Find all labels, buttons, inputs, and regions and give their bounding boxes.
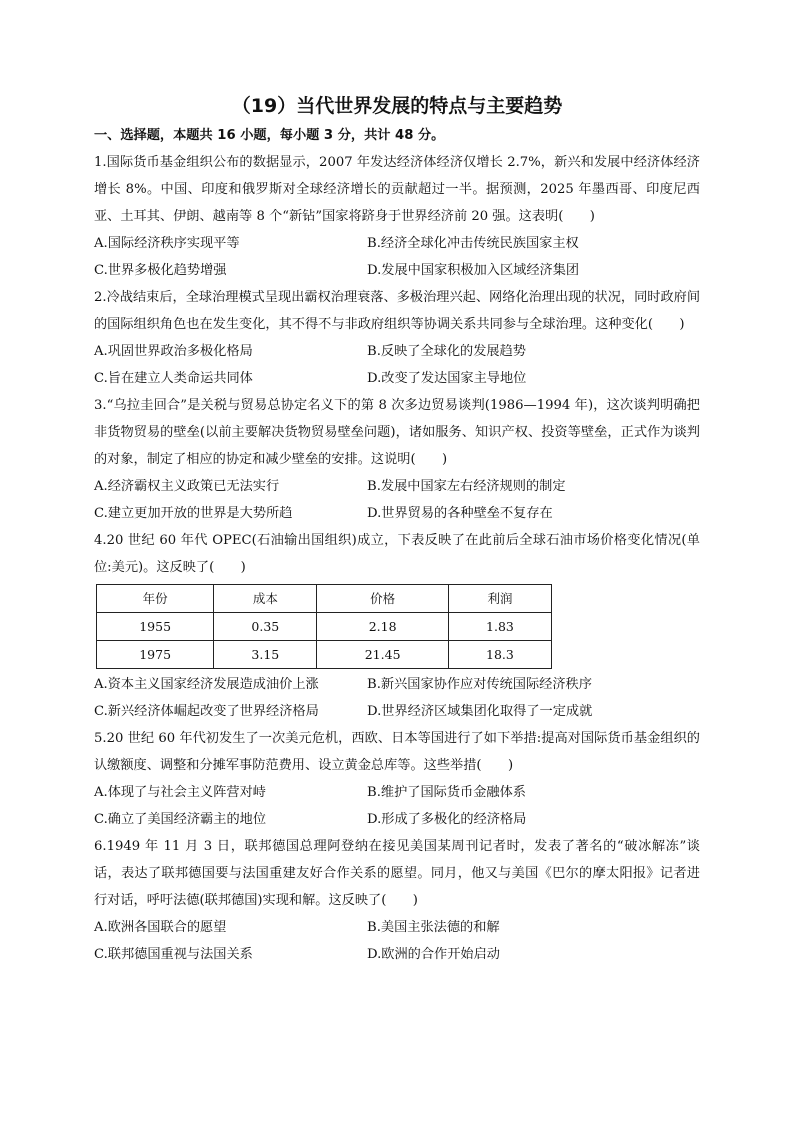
table-row bbox=[97, 641, 552, 669]
options-grid bbox=[94, 230, 700, 284]
question-stem: 4.20 世纪 60 年代 OPEC(石油输出国组织)成立，下表反映了在此前后全球石油市场价格变化情况(单位:美元)。这反映了( ) bbox=[94, 533, 700, 575]
question-5 bbox=[94, 725, 700, 833]
page-title: （19）当代世界发展的特点与主要趋势 bbox=[231, 95, 563, 117]
question-stem: 6.1949 年 11 月 3 日，联邦德国总理阿登纳在接见美国某周刊记者时，发表了著名的“破冰解冻”谈话，表达了联邦德国要与法国重建友好合作关系的愿望。同月，他又与美国《巴尔的摩太阳报》记者进行对话，呼吁法德(联邦德国)实现和解。这反映了( ) bbox=[94, 839, 700, 908]
option-a: A.体现了与社会主义阵营对峙 bbox=[94, 785, 266, 800]
question-4 bbox=[94, 527, 700, 725]
option-b: B.维护了国际货币金融体系 bbox=[367, 785, 526, 800]
table-header: 年份 bbox=[97, 585, 214, 613]
option-b: B.反映了全球化的发展趋势 bbox=[367, 344, 526, 359]
table-cell: 1.83 bbox=[448, 613, 551, 641]
question-stem: 1.国际货币基金组织公布的数据显示，2007 年发达经济体经济仅增长 2.7%，新兴和发展中经济体经济增长 8%。中国、印度和俄罗斯对全球经济增长的贡献超过一半。据预测，2025 年墨西哥、印度尼西亚、土耳其、伊朗、越南等 8 个“新钻”国家将跻身于世界经济前 20 强。这表明( ) bbox=[94, 155, 700, 224]
question-2 bbox=[94, 284, 700, 392]
options-grid bbox=[94, 914, 700, 968]
option-d: D.改变了发达国家主导地位 bbox=[367, 371, 527, 386]
option-b: B.美国主张法德的和解 bbox=[367, 920, 500, 935]
option-d: D.世界经济区域集团化取得了一定成就 bbox=[367, 704, 593, 719]
option-c: C.旨在建立人类命运共同体 bbox=[94, 371, 253, 386]
option-c: C.世界多极化趋势增强 bbox=[94, 263, 227, 278]
option-a: A.经济霸权主义政策已无法实行 bbox=[94, 479, 280, 494]
option-b: B.发展中国家左右经济规则的制定 bbox=[367, 479, 566, 494]
option-a: A.欧洲各国联合的愿望 bbox=[94, 920, 227, 935]
options-grid bbox=[94, 779, 700, 833]
options-grid bbox=[94, 338, 700, 392]
question-3 bbox=[94, 392, 700, 527]
option-d: D.形成了多极化的经济格局 bbox=[367, 812, 527, 827]
table-cell: 1975 bbox=[97, 641, 214, 669]
option-a: A.资本主义国家经济发展造成油价上涨 bbox=[94, 677, 319, 692]
question-stem: 3.“乌拉圭回合”是关税与贸易总协定名义下的第 8 次多边贸易谈判(1986—1994 年)，这次谈判明确把非货物贸易的壁垒(以前主要解决货物贸易壁垒问题)，诸如服务、知识产权、投资等壁垒，正式作为谈判的对象，制定了相应的协定和减少壁垒的安排。这说明( ) bbox=[94, 398, 700, 467]
option-c: C.联邦德国重视与法国关系 bbox=[94, 947, 253, 962]
question-stem: 2.冷战结束后，全球治理模式呈现出霸权治理衰落、多极治理兴起、网络化治理出现的状况，同时政府间的国际组织角色也在发生变化，其不得不与非政府组织等协调关系共同参与全球治理。这种变化( ) bbox=[94, 290, 701, 332]
option-c: C.建立更加开放的世界是大势所趋 bbox=[94, 506, 293, 521]
table-header: 利润 bbox=[448, 585, 551, 613]
option-d: D.世界贸易的各种壁垒不复存在 bbox=[367, 506, 553, 521]
table-row bbox=[97, 613, 552, 641]
table-cell: 3.15 bbox=[214, 641, 317, 669]
question-6 bbox=[94, 833, 700, 968]
table-cell: 0.35 bbox=[214, 613, 317, 641]
table-header: 成本 bbox=[214, 585, 317, 613]
oil-price-table bbox=[96, 584, 552, 669]
question-stem: 5.20 世纪 60 年代初发生了一次美元危机，西欧、日本等国进行了如下举措:提高对国际货币基金组织的认缴额度、调整和分摊军事防范费用、设立黄金总库等。这些举措( ) bbox=[94, 731, 700, 773]
question-1 bbox=[94, 149, 700, 284]
option-b: B.经济全球化冲击传统民族国家主权 bbox=[367, 236, 579, 251]
option-d: D.欧洲的合作开始启动 bbox=[367, 947, 500, 962]
table-cell: 2.18 bbox=[317, 613, 449, 641]
table-header: 价格 bbox=[317, 585, 449, 613]
option-b: B.新兴国家协作应对传统国际经济秩序 bbox=[367, 677, 592, 692]
option-a: A.巩固世界政治多极化格局 bbox=[94, 344, 253, 359]
option-d: D.发展中国家积极加入区域经济集团 bbox=[367, 263, 580, 278]
table-header-row bbox=[97, 585, 552, 613]
section-heading: 一、选择题，本题共 16 小题，每小题 3 分，共计 48 分。 bbox=[94, 128, 445, 143]
option-c: C.确立了美国经济霸主的地位 bbox=[94, 812, 267, 827]
table-cell: 1955 bbox=[97, 613, 214, 641]
option-a: A.国际经济秩序实现平等 bbox=[94, 236, 240, 251]
table-cell: 18.3 bbox=[448, 641, 551, 669]
option-c: C.新兴经济体崛起改变了世界经济格局 bbox=[94, 704, 319, 719]
options-grid bbox=[94, 473, 700, 527]
table-cell: 21.45 bbox=[317, 641, 449, 669]
options-grid bbox=[94, 671, 700, 725]
document-page bbox=[94, 92, 700, 968]
